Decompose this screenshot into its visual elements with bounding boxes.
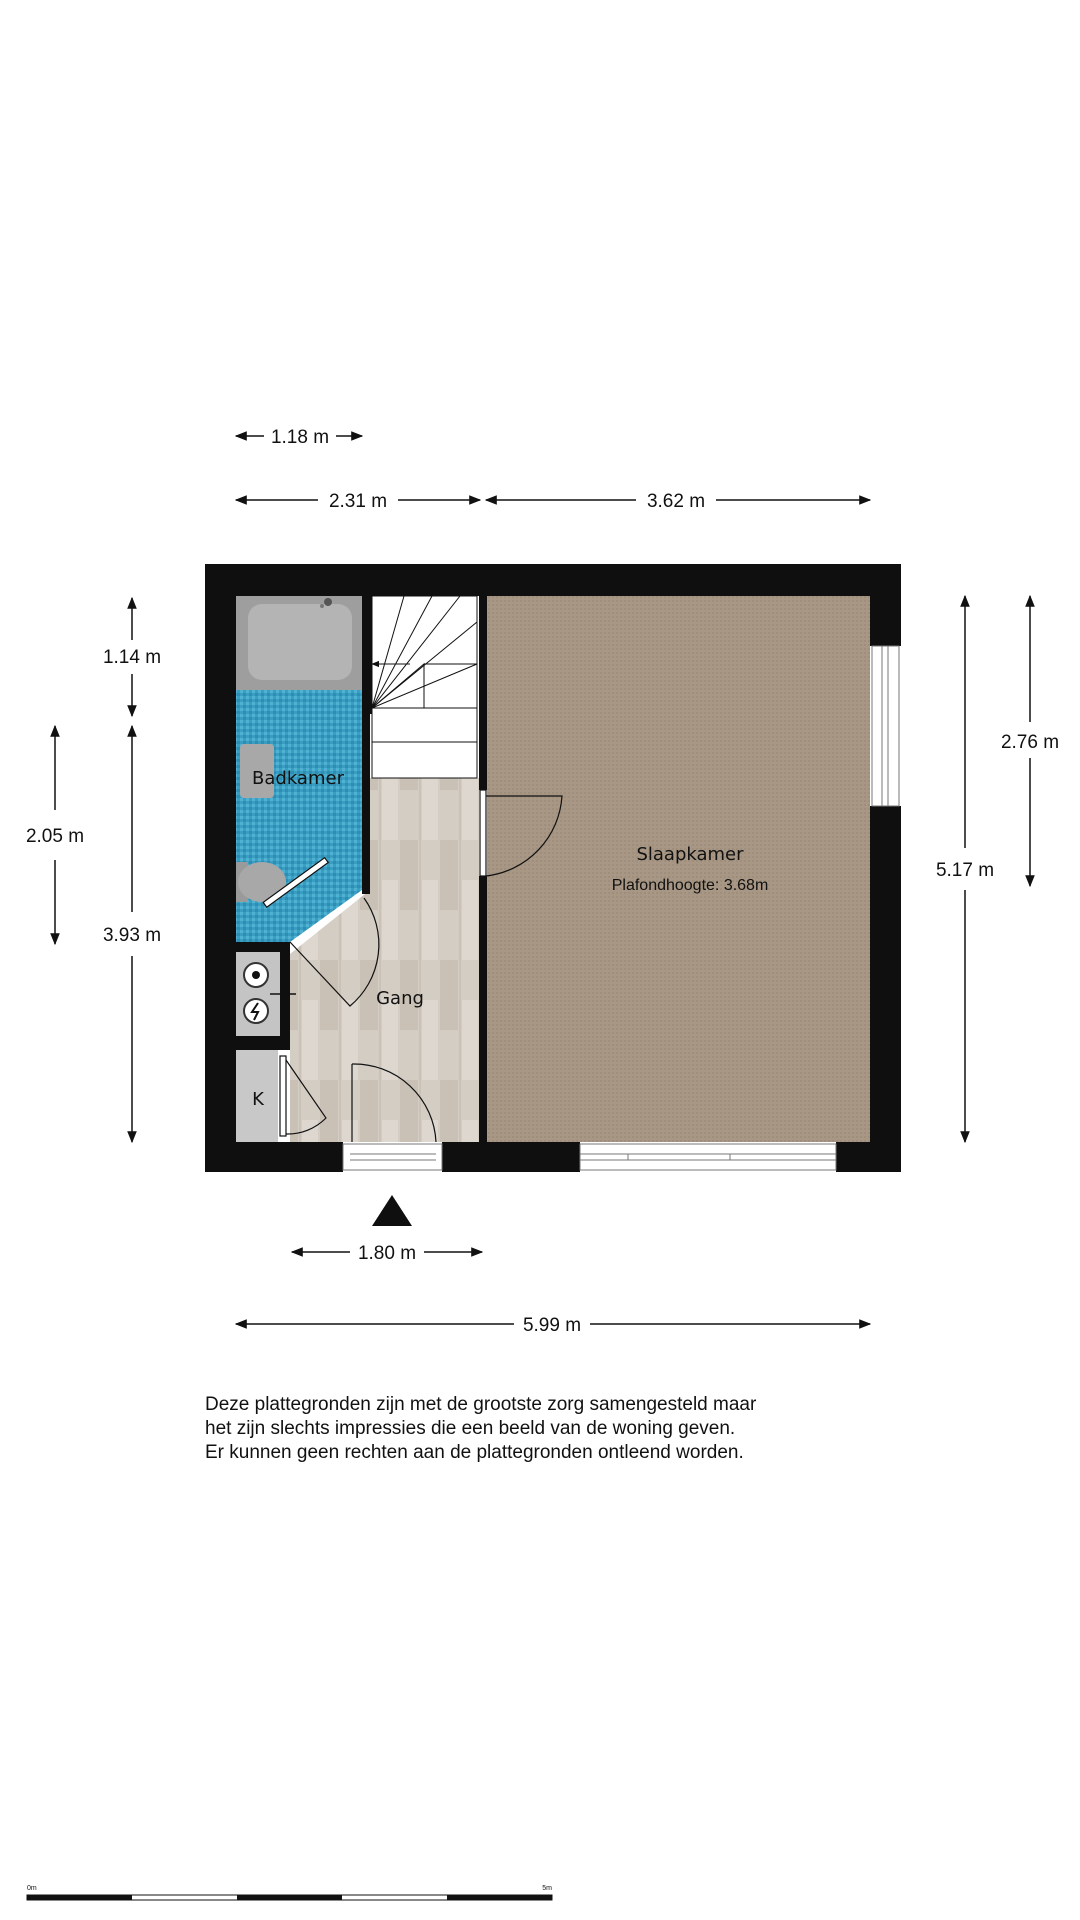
dimension-label: 5.17 m <box>935 860 995 881</box>
scale-end-label: 5m <box>542 1885 552 1892</box>
room-label-hallway: Gang <box>376 988 424 1009</box>
dimension-label: 2.05 m <box>25 826 85 847</box>
ceiling-height-label: Plafondhoogte: 3.68m <box>611 877 769 894</box>
disclaimer-line: Er kunnen geen rechten aan de plattegronden ontleend worden. <box>205 1442 744 1463</box>
disclaimer-line: Deze plattegronden zijn met de grootste zorg samengesteld maar <box>205 1394 757 1415</box>
scale-bar <box>27 1885 552 1900</box>
entrance-arrow-icon <box>372 1195 412 1226</box>
room-label-bathroom: Badkamer <box>252 768 344 789</box>
dimension-label: 2.31 m <box>328 491 388 512</box>
dimension-right-inner <box>1001 596 1059 886</box>
dimension-left-top <box>103 598 161 716</box>
dimension-label: 3.93 m <box>102 925 162 946</box>
dimension-label: 5.99 m <box>522 1315 582 1336</box>
bathroom-tiles <box>236 690 362 942</box>
dimension-bottom-total <box>236 1315 870 1336</box>
dimension-left-inner <box>103 726 161 1142</box>
dimension-bottom-door <box>292 1243 482 1264</box>
dimension-top-small <box>236 427 362 448</box>
dimension-top-right <box>486 491 870 512</box>
dimension-top-left <box>236 491 480 512</box>
front-door-frame <box>343 1144 442 1170</box>
disclaimer <box>205 1394 757 1463</box>
dimension-label: 1.14 m <box>102 647 162 668</box>
room-label-bedroom: Slaapkamer <box>636 844 744 865</box>
dimension-label: 2.76 m <box>1000 732 1060 753</box>
dimension-label: 1.80 m <box>357 1243 417 1264</box>
window-right <box>872 646 899 806</box>
dimension-right-outer <box>936 596 994 1142</box>
dimension-label: 3.62 m <box>646 491 706 512</box>
staircase <box>372 596 477 778</box>
room-label-closet: K <box>252 1089 264 1110</box>
bedroom-floor <box>487 596 870 1142</box>
scale-start-label: 0m <box>27 1885 37 1892</box>
hallway-floor <box>370 778 479 1142</box>
disclaimer-line: het zijn slechts impressies die een beeld van de woning geven. <box>205 1418 736 1439</box>
dimension-left-outer <box>26 726 84 944</box>
dimension-label: 1.18 m <box>270 427 330 448</box>
bathtub <box>236 596 362 690</box>
window-bottom <box>580 1144 836 1170</box>
